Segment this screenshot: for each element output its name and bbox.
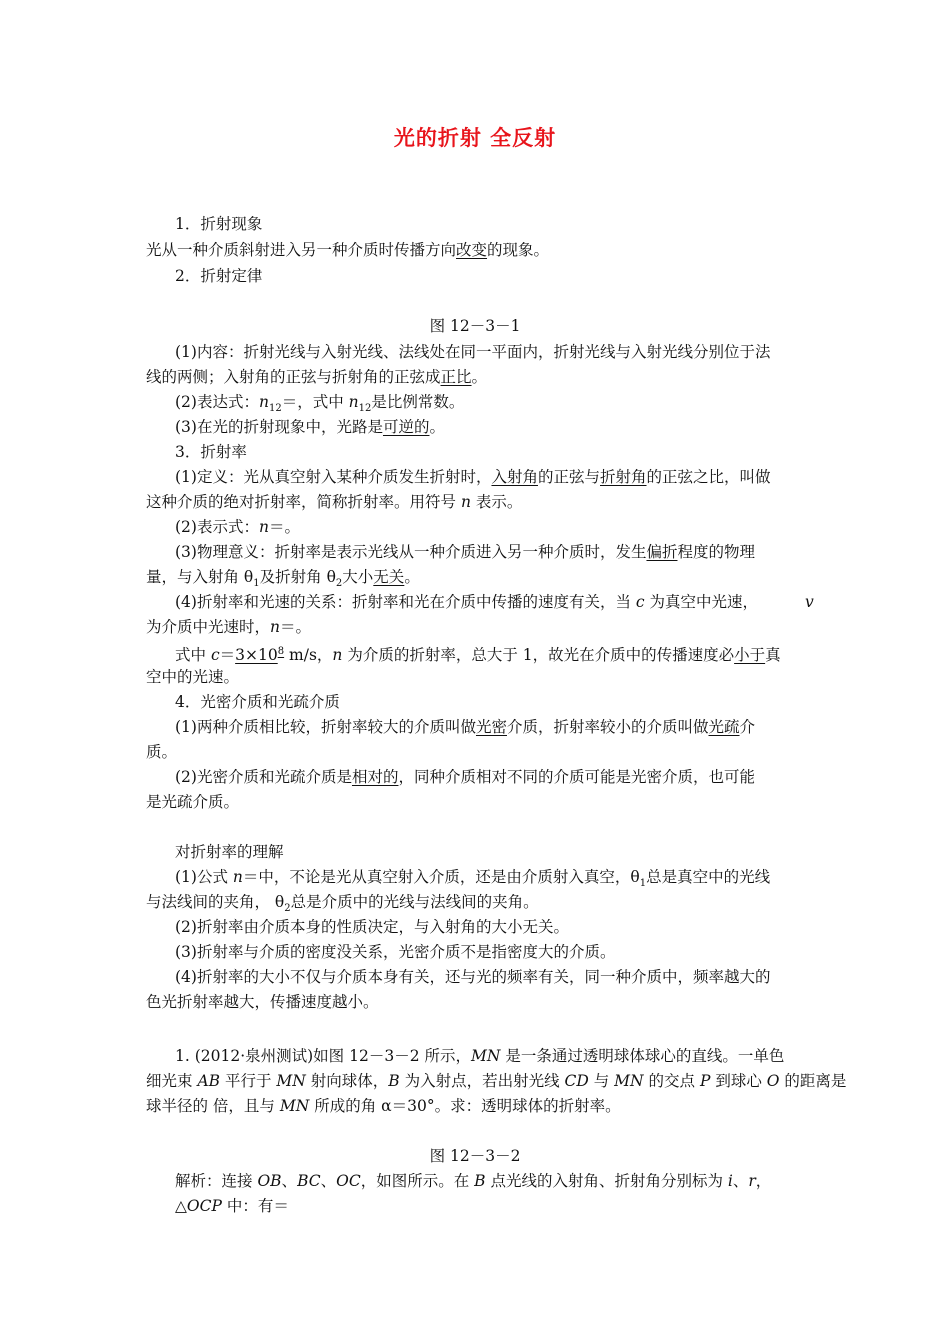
section-4-heading: 4．光密介质和光疏介质: [175, 693, 340, 711]
index-speed-line1: (4)折射率和光速的关系：折射率和光在介质中传播的速度有关，当 c 为真空中光速， v: [175, 593, 814, 611]
refraction-law-reversibility: (3)在光的折射现象中，光路是可逆的。: [175, 418, 445, 436]
index-meaning-line1: (3)物理意义：折射率是表示光线从一种介质进入另一种介质时，发生偏折程度的物理: [175, 543, 755, 561]
page-title: 光的折射 全反射: [393, 126, 557, 150]
refraction-law-content-line1: (1)内容：折射光线与入射光线、法线处在同一平面内，折射光线与入射光线分别位于法: [175, 343, 771, 361]
section-1-text: 光从一种介质斜射进入另一种介质时传播方向改变的现象。: [146, 241, 550, 259]
light-speed-line2: 空中的光速。: [146, 668, 240, 686]
dense-medium-line2: 质。: [146, 743, 178, 761]
understanding-heading: 对折射率的理解: [175, 843, 284, 861]
refraction-law-expression: (2)表达式：$n_{12}=$，式中 $n_{12}$是比例常数。: [175, 393, 465, 415]
refraction-law-content-line2: 线的两侧；入射角的正弦与折射角的正弦成正比。: [146, 368, 488, 386]
relative-medium-line1: (2)光密介质和光疏介质是相对的，同种介质相对不同的介质可能是光密介质，也可能: [175, 768, 755, 786]
figure-caption-1: 图 12－3－1: [429, 317, 521, 335]
figure-caption-2: 图 12－3－2: [429, 1147, 521, 1165]
understanding-p1-line1: (1)公式 n＝中，不论是光从真空射入介质，还是由介质射入真空，$\theta_1$总是真空中的光线: [175, 868, 771, 890]
dense-medium-line1: (1)两种介质相比较，折射率较大的介质叫做光密介质，折射率较小的介质叫做光疏介: [175, 718, 756, 736]
index-speed-line2: 为介质中光速时，n＝。: [146, 618, 312, 636]
index-formula: (2)表示式：n＝。: [175, 518, 300, 536]
relative-medium-line2: 是光疏介质。: [146, 793, 240, 811]
understanding-p2: (2)折射率由介质本身的性质决定，与入射角的大小无关。: [175, 918, 569, 936]
index-definition-line1: (1)定义：光从真空射入某种介质发生折射时，入射角的正弦与折射角的正弦之比，叫做: [175, 468, 771, 486]
understanding-p1-line2: 与法线间的夹角， $\theta_2$总是介质中的光线与法线间的夹角。: [146, 893, 539, 915]
section-3-heading: 3．折射率: [175, 443, 247, 461]
understanding-p4-line1: (4)折射率的大小不仅与介质本身有关，还与光的频率有关，同一种介质中，频率越大的: [175, 968, 771, 986]
solution-line2: △OCP 中：有＝: [175, 1197, 289, 1215]
example-line1: 1. (2012·泉州测试)如图 12－3－2 所示，MN 是一条通过透明球体球心的直线。一单色: [175, 1047, 785, 1065]
example-line2: 细光束 AB 平行于 MN 射向球体，B 为入射点，若出射光线 CD 与 MN 的交点 P 到球心 O 的距离是: [146, 1072, 847, 1090]
light-speed-line1: 式中 $c=3\times 10^8$ m/s，n 为介质的折射率，总大于 1，故光在介质中的传播速度必小于真: [175, 646, 781, 665]
section-1-heading: 1．折射现象: [175, 215, 263, 233]
solution-line1: 解析：连接 OB、BC、OC，如图所示。在 B 点光线的入射角、折射角分别标为 i、r，: [175, 1172, 772, 1190]
example-line3: 球半径的 倍，且与 MN 所成的角 α＝30°。求：透明球体的折射率。: [146, 1097, 621, 1115]
section-2-heading: 2．折射定律: [175, 267, 263, 285]
index-meaning-line2: 量，与入射角 $\theta_1$及折射角 $\theta_2$大小无关。: [146, 568, 420, 590]
understanding-p3: (3)折射率与介质的密度没关系，光密介质不是指密度大的介质。: [175, 943, 616, 961]
understanding-p4-line2: 色光折射率越大，传播速度越小。: [146, 993, 379, 1011]
index-definition-line2: 这种介质的绝对折射率，简称折射率。用符号 n 表示。: [146, 493, 523, 511]
